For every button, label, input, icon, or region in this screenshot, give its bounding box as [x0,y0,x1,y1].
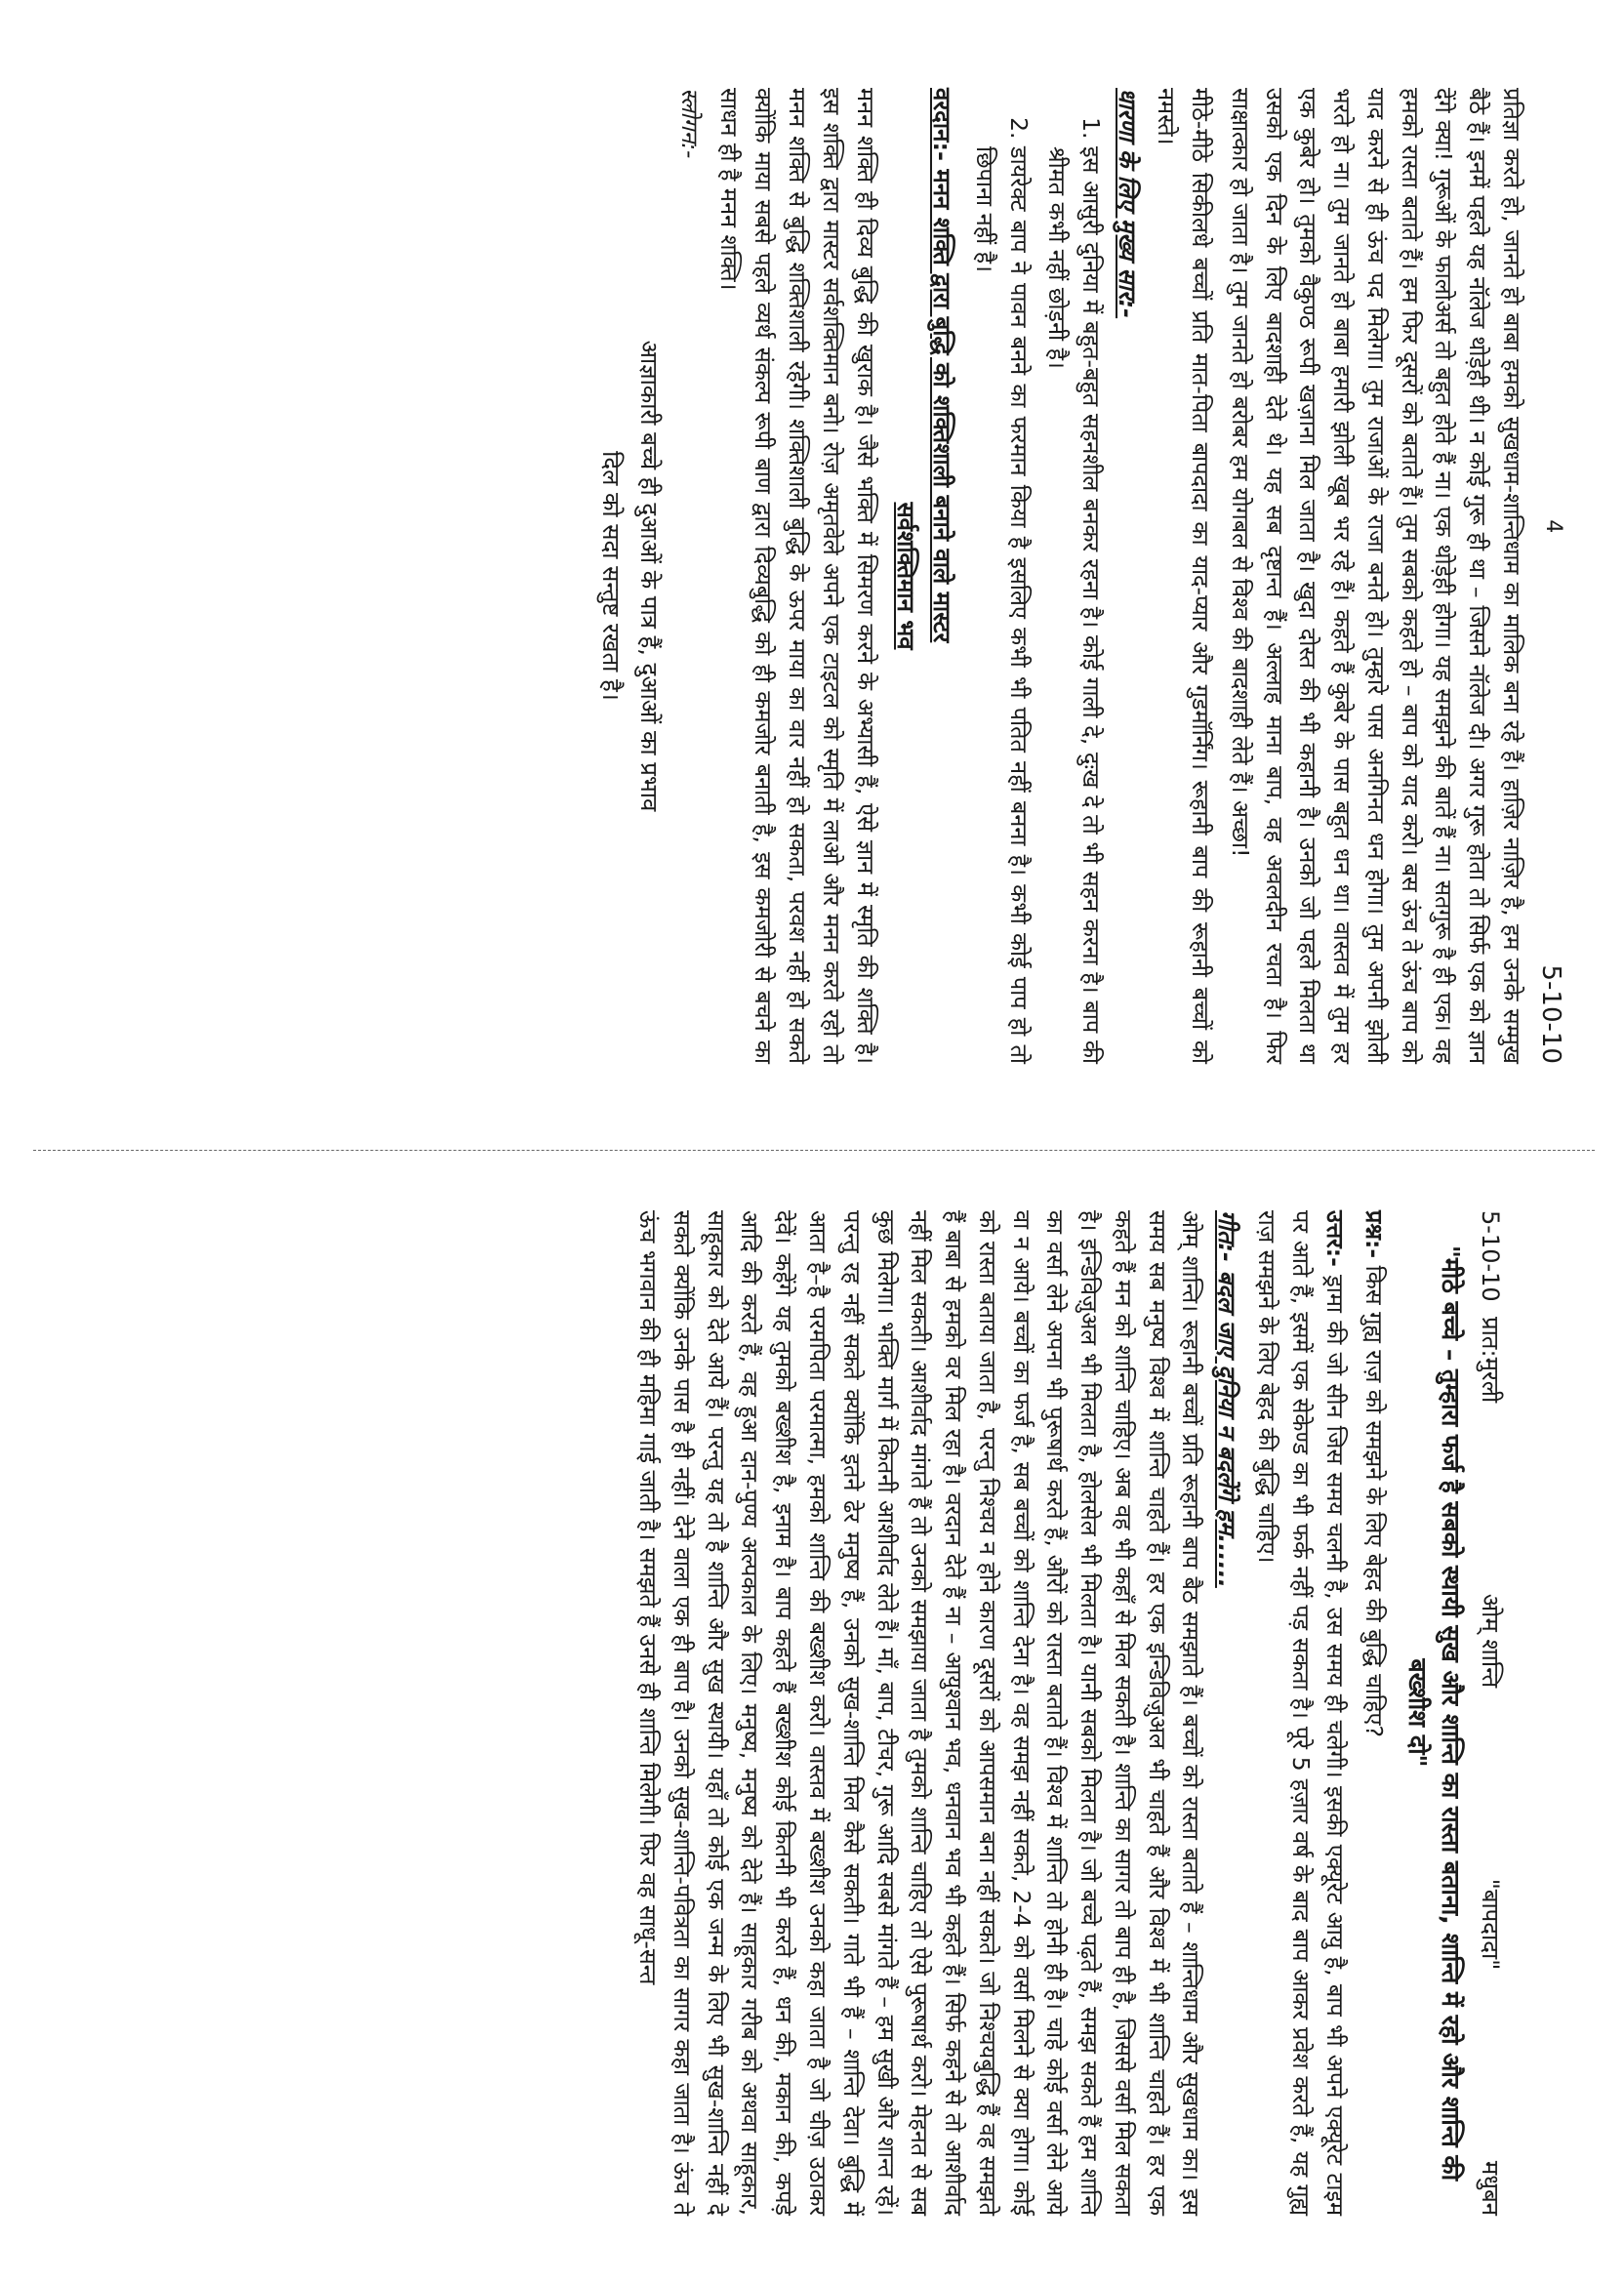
left-paragraph-2: मीठे-मीठे सिकीलधे बच्चों प्रति मात-पिता बापदादा का याद-प्यार और गुडमॉर्निंग। रूहानी बाप की रूहानी बच्चों को नमस्ते। [1153,88,1215,1064]
left-page-date: 5-10-10 [1536,964,1565,1064]
left-page-header [1536,88,1565,1064]
answer-label: उत्तर:- [1320,1210,1349,1267]
song-line [1211,1210,1243,2216]
murli-body: ओम् शान्ति। रूहानी बच्चों प्रति रूहानी बाप बैठ समझाते हैं। बच्चों को रास्ता बताते हैं – शान्तिधाम और सुखधाम का। इस समय सब मनुष्य विश्व में शान्ति चाहते हैं। हर एक इन्डिविज़ुअल भी चाहते हैं और विश्व में भी शान्ति चाहते हैं। हर एक कहते हैं मन को शान्ति चाहिए। अब वह भी कहाँ से मिल सकती है। शान्ति का सागर तो बाप ही है, जिससे वर्सा मिल सकता है। इन्डिविज़ुअल भी मिलता है, होलसेल भी मिलता है। यानी सबको मिलता है। जो बच्चे पढ़ते हैं, समझ सकते हैं हम शान्ति का वर्सा लेने अपना भी पुरूषार्थ करते हैं, औरों को रास्ता बताते हैं। विश्व में शान्ति तो होनी ही है। चाहे कोई वर्सा लेने आये वा न आये। बच्चों का फर्ज है, सब बच्चों को शान्ति देना है। वह समझ नहीं सकते, 2-4 को वर्सा मिलने से क्या होगा। कोई को रास्ता बताया जाता है, परन्तु निश्चय न होने कारण दूसरों को आपसमान बना नहीं सकते। जो निश्चयबुद्धि हैं वह समझते हैं बाबा से हमको वर मिल रहा है। वरदान देते हैं ना – आयुश्वान भव, धनवान भव भी कहते हैं। सिर्फ कहने से तो आशीर्वाद नहीं मिल सकती। आशीर्वाद मांगते हैं तो उनको समझाया जाता है तुमको शान्ति चाहिए तो ऐसे पुरूषार्थ करो। मेहनत से सब कुछ मिलेगा। भक्ति मार्ग में कितनी आशीर्वाद लेते हैं। माँ, बाप, टीचर, गुरू आदि सबसे मांगते हैं – हम सुखी और शान्त रहें। परन्तु रह नहीं सकते क्योंकि इतने ढेर मनुष्य हैं, उनको सुख-शान्ति मिल कैसे सकती। गाते भी हैं – शान्ति देवा। बुद्धि में आता है–है परमपिता परमात्मा, हमको शान्ति की बख्शीश करो। वास्तव में बख्शीश उनको कहा जाता है जो चीज़ उठाकर देवें। कहेंगे यह तुमको बख्शीश है, इनाम है। बाप कहते हैं बख्शीश कोई कितनी भी करते हैं, धन की, मकान की, कपड़े आदि की करते हैं, वह हुआ दान-पुण्य अल्पकाल के लिए। मनुष्य, मनुष्य को देते हैं। साहूकार गरीब को अथवा साहूकार, साहूकार को देते आये हैं। परन्तु यह तो है शान्ति और सुख स्थायी। यहाँ तो कोई एक जन्म के लिए भी सुख-शान्ति नहीं दे सकते क्योंकि उनके पास है ही नहीं। देने वाला एक ही बाप है। उनको सुख-शान्ति-पवित्रता का सागर कहा जाता है। ऊंच ते ऊंच भगवान की ही महिमा गाई जाती है। समझते हैं उनसे ही शान्ति मिलेगी। फिर वह साधू-सन्त [634,1210,1205,2216]
fold-divider [33,1150,1595,1151]
song-text: बदल जाए दुनिया न बदलेंगे हम...... [1213,1270,1241,1588]
answer [1249,1210,1351,2216]
header-omshanti: ओम् शान्ति [1477,1593,1504,1689]
essence-heading: धारणा के लिए मुख्य सार:- [1113,88,1141,319]
question-label: प्रश्न:- [1360,1210,1389,1259]
essence-list [968,88,1108,1064]
header-madhuban: मधुबन [1477,2160,1504,2216]
vardan-subheading: सर्वशक्तिमान भव [891,502,919,650]
slogan [592,88,668,1064]
question-text: किस गुह्य राज़ को समझने के लिए बेहद की बुद्धि चाहिए? [1360,1265,1389,1737]
murli-title: "मीठे बच्चे – तुम्हारा फर्ज है सबको स्थायी सुख और शान्ति का रास्ता बताना, शान्ति में रहो और शान्ति की बख्शीश दो" [1403,1244,1465,2182]
essence-point-2: 2. डायरेक्ट बाप ने पावन बनने का फरमान किया है इसलिए कभी भी पतित नहीं बनना है। कभी कोई पाप हो तो छिपाना नहीं है। [968,146,1036,1064]
page-number: 4 [1541,519,1565,534]
slogan-line-2: दिल को सदा सन्तुष्ट रखता है। [597,451,626,701]
vardan-heading: वरदान:- मनन शक्ति द्वारा बुद्धि को शक्तिशाली बनाने वाले मास्टर [927,88,955,643]
essence-point-1: 1. इस आसुरी दुनिया में बहुत-बहुत सहनशील बनकर रहना है। कोई गाली दे, दुःख दे तो भी सहन करना है। बाप की श्रीमत कभी नहीं छोड़नी है। [1039,146,1108,1064]
header-bapdada: "बापदादा" [1477,1878,1504,1971]
answer-text: ड्रामा की जो सीन जिस समय चलनी है, उस समय ही चलेगी। इसकी एक्यूरेट आयु है, बाप भी अपने एक्यूरेट टाइम पर आते हैं, इसमें एक सेकेण्ड का भी फर्क नहीं पड़ सकता है। पूरे 5 हज़ार वर्ष के बाद बाप आकर प्रवेश करते हैं, यह गुह्य राज़ समझने के लिए बेहद की बुद्धि चाहिए। [1253,1210,1349,2216]
murli-header [1475,1210,1507,2216]
left-paragraph-1: प्रतिज्ञा करते हो, जानते हो बाबा हमको सुखधाम-शान्तिधाम का मालिक बना रहे हैं। हाज़िर नाज़िर है, हम उनके सम्मुख बैठे हैं। इनमें पहले यह नॉलेज थोड़ेही थी। न कोई गुरू ही था – जिसने नॉलेज दी। अगर गुरू होता तो सिर्फ एक को ज्ञान देंगे क्या! गुरूओं के फालोअर्स तो बहुत होते हैं ना। एक थोड़ेही होगा। यह समझने की बातें हैं ना। सतगुरू है ही एक। वह हमको रास्ता बताते हैं। हम फिर दूसरों को बताते हैं। तुम सबको कहते हो – बाप को याद करो। बस ऊंच ते ऊंच बाप को याद करने से ही ऊंच पद मिलेगा। तुम राजाओं के राजा बनते हो। तुम्हारे पास अनगिनत धन होगा। तुम अपनी झोली भरते हो ना। तुम जानते हो बाबा हमारी झोली खूब भर रहे हैं। कहते हैं कुबेर के पास बहुत धन था। वास्तव में तुम हर एक कुबेर हो। तुमको वैकुण्ठ रूपी खज़ाना मिल जाता है। खुदा दोस्त की भी कहानी है। उनको जो पहले मिलता था उसको एक दिन के लिए बादशाही देते थे। यह सब दृष्टान्त हैं। अल्लाह माना बाप, वह अवलदीन रचता है। फिर साक्षात्कार हो जाता है। तुम जानते हो बरोबर हम योगबल से विश्व की बादशाही लेते हैं। अच्छा! [1226,88,1525,1064]
murli-date: 5-10-10 प्रात:मुरली [1477,1210,1504,1404]
song-label: गीत:- [1213,1210,1241,1262]
slogan-line-1: आज्ञाकारी बच्चे ही दुआओं के पात्र हैं, दुआओं का प्रभाव [634,340,663,812]
vardan-text: मनन शक्ति ही दिव्य बुद्धि की खुराक है। जैसे भक्ति में सिमरण करने के अभ्यासी हैं, ऐसे ज्ञान में स्मृति की शक्ति है। इस शक्ति द्वारा मास्टर सर्वशक्तिमान बनो। रोज़ अमृतवेले अपने एक टाइटल को स्मृति में लाओ और मनन करते रहो तो मनन शक्ति से बुद्धि शक्तिशाली रहेगी। शक्तिशाली बुद्धि के ऊपर माया का वार नहीं हो सकता, परवश नहीं हो सकते क्योंकि माया सबसे पहले व्यर्थ संकल्प रूपी बाण द्वारा दिव्यबुद्धि को ही कमजोर बनाती है, इस कमजोरी से बचने का साधन ही है मनन शक्ति। [715,88,879,1064]
slogan-label: स्लोगन:- [675,88,702,159]
right-page [0,1162,1624,2284]
question [1358,1210,1392,2216]
